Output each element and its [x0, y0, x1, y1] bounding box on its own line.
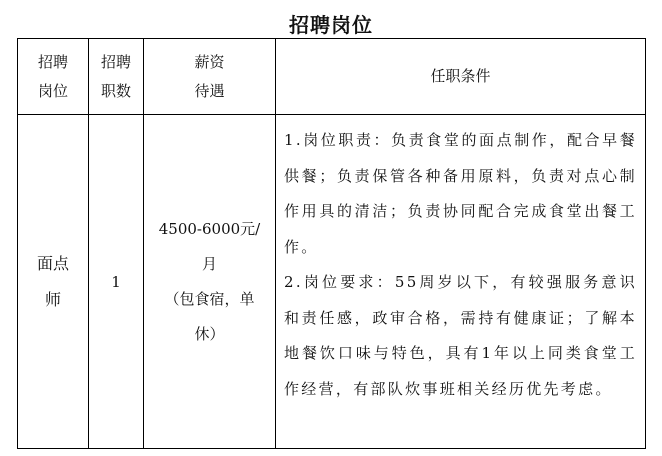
header-requirements: 任职条件 [276, 39, 646, 115]
job-requirements: 2.岗位要求：55周岁以下，有较强服务意识和责任感，政审合格，需持有健康证；了解本地餐饮口味与特色，具有1年以上同类食堂工作经营，有部队炊事班相关经历优先考虑。 [284, 273, 637, 398]
cell-position [18, 115, 89, 449]
cell-requirements [276, 115, 646, 449]
table-row [18, 115, 646, 449]
position-name: 面点师 [36, 253, 69, 309]
page-title: 招聘岗位 [289, 13, 373, 37]
cell-count: 1 [89, 115, 144, 449]
table-header-row [18, 39, 646, 115]
header-count: 招聘 职数 [89, 39, 144, 115]
job-duties: 1.岗位职责：负责食堂的面点制作，配合早餐供餐；负责保管各种备用原料，负责对点心制作用具的清洁；负责协同配合完成食堂出餐工作。 [284, 131, 637, 256]
header-position: 招聘 岗位 [18, 39, 89, 115]
recruitment-table [17, 38, 646, 449]
cell-salary: 4500-6000元/ 月 （包食宿，单 休） [144, 115, 276, 449]
header-salary: 薪资 待遇 [144, 39, 276, 115]
